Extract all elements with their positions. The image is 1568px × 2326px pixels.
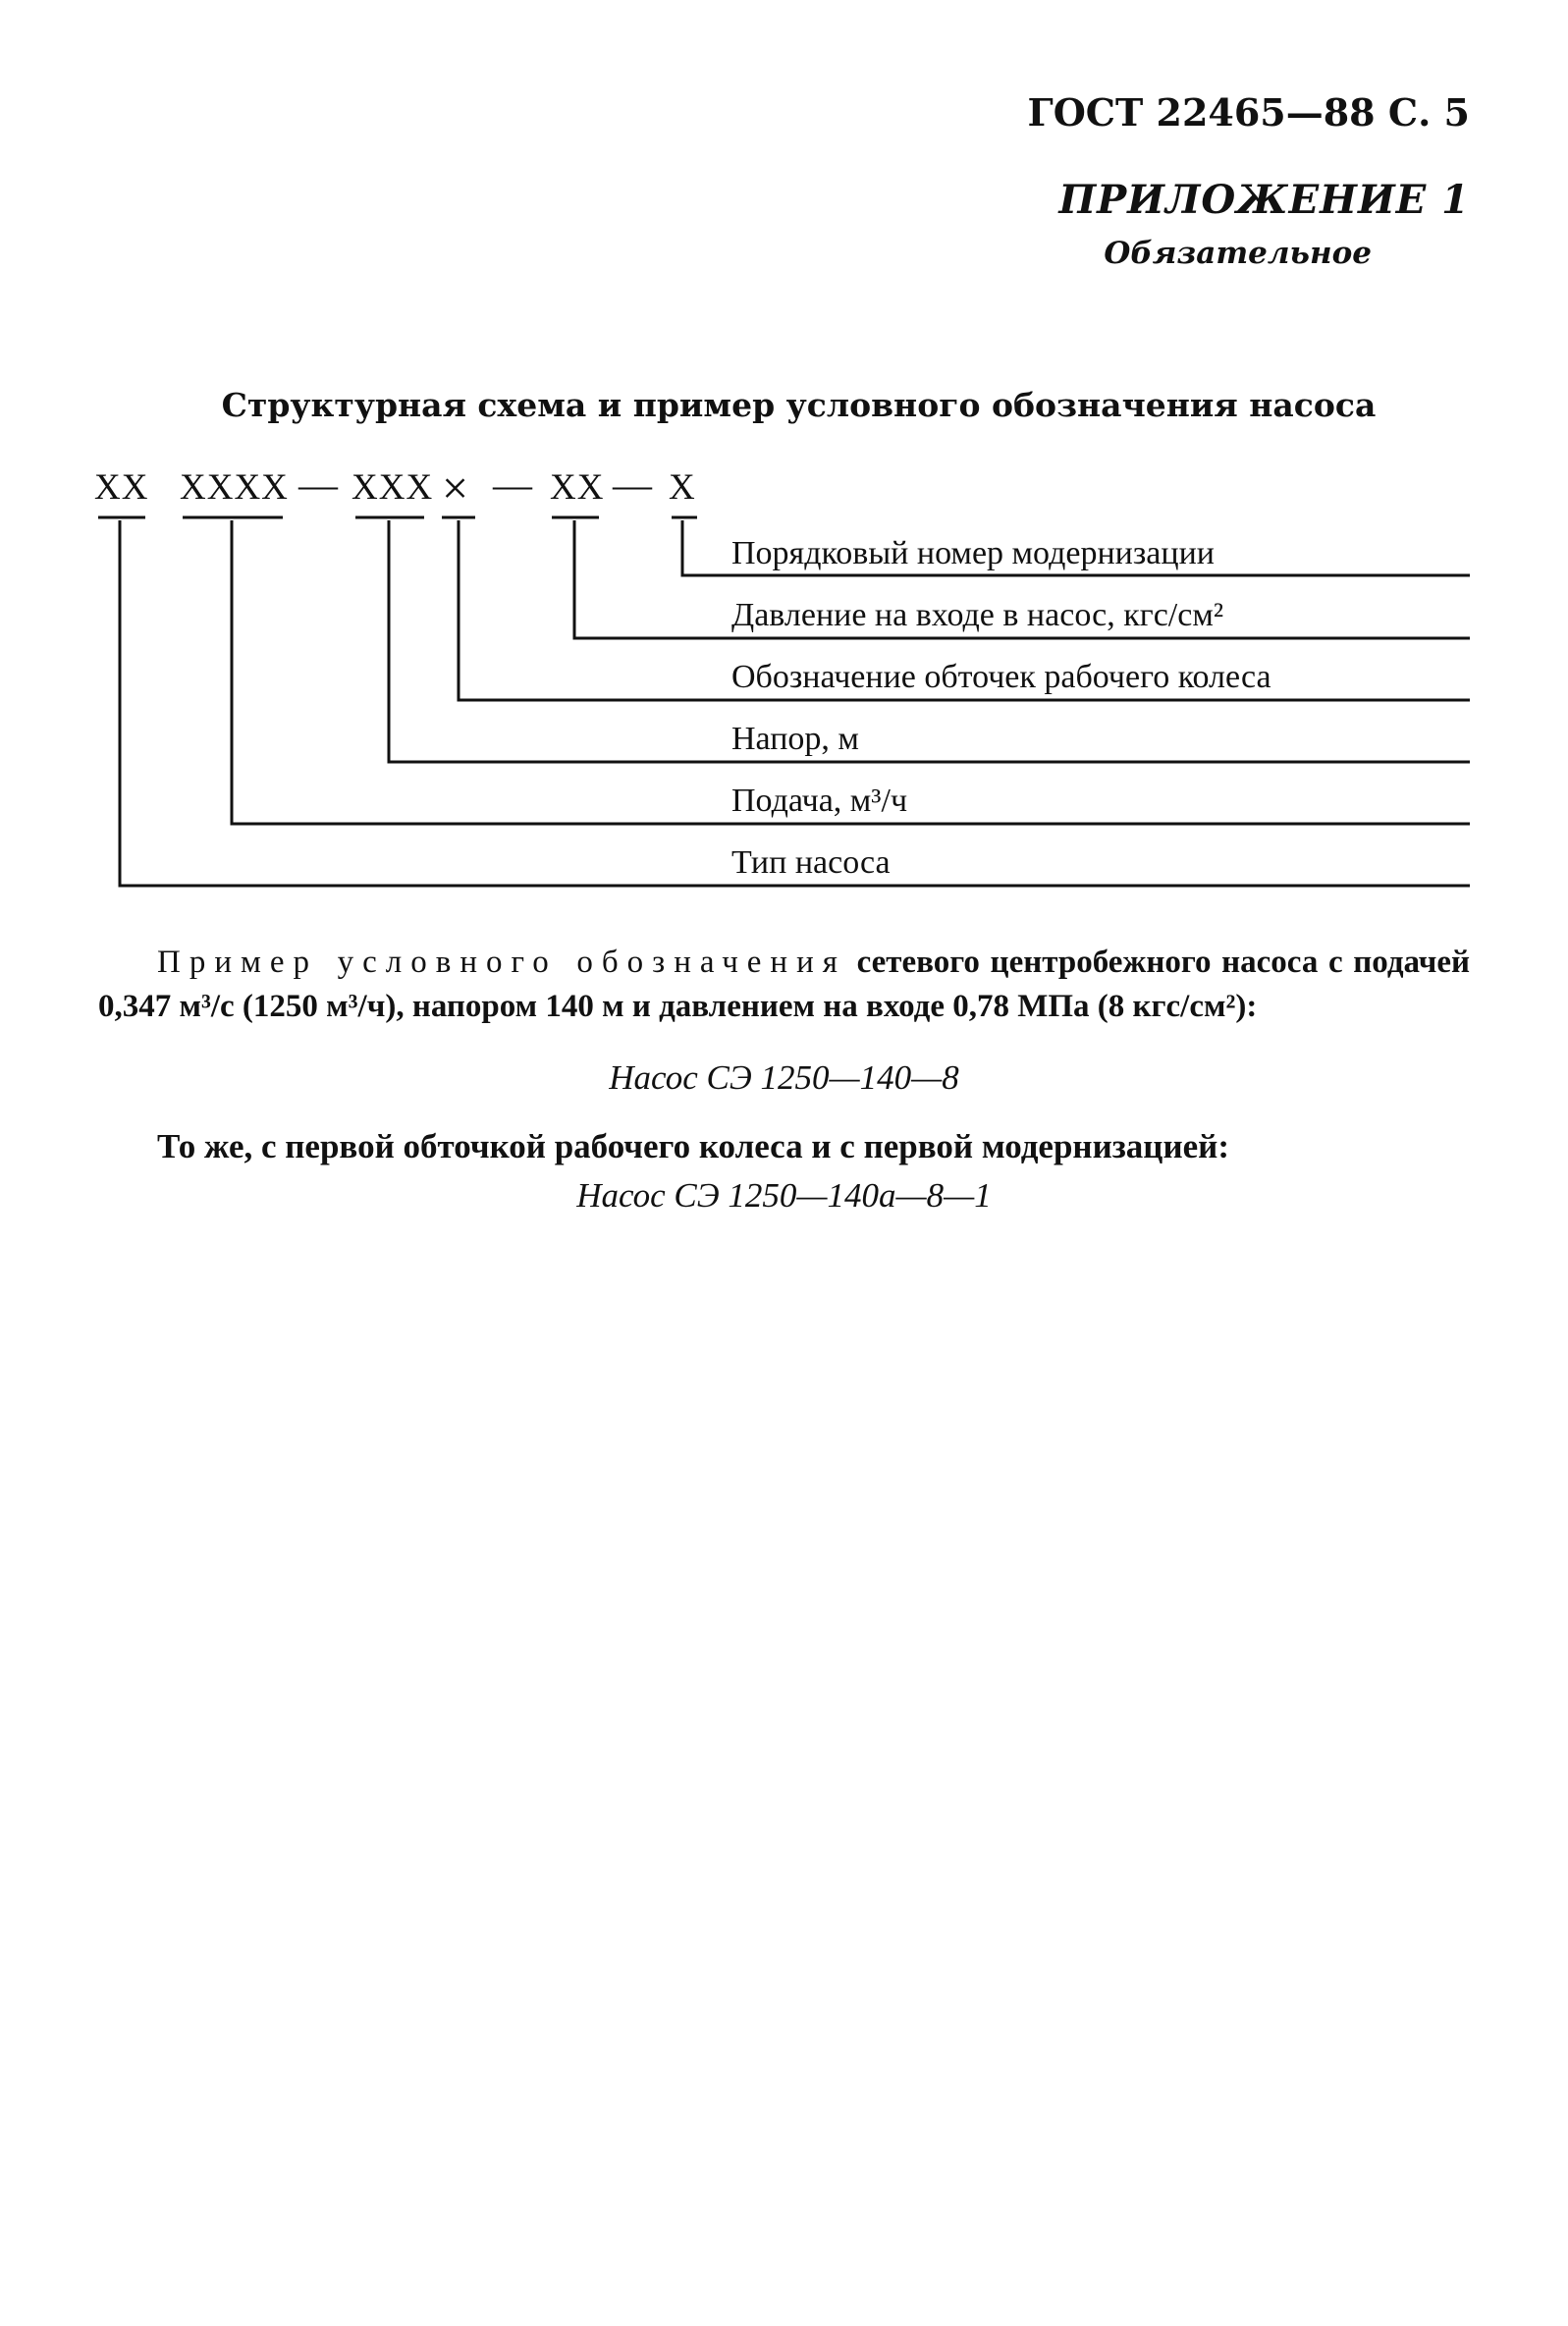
standard-header: ГОСТ 22465—88 С. 5 <box>1027 90 1470 135</box>
code-segment-trim: × <box>442 462 469 514</box>
appendix-status: Обязательное <box>1104 236 1372 271</box>
scheme-caption: Структурная схема и пример условного обозначения насоса <box>221 386 1377 424</box>
code-segment-pressure: XX <box>550 467 605 508</box>
appendix-title: ПРИЛОЖЕНИЕ 1 <box>1058 177 1470 223</box>
code-segment-type: XX <box>94 467 149 508</box>
example-designation-1: Насос СЭ 1250—140—8 <box>609 1058 959 1097</box>
code-dash-2: — <box>493 462 532 507</box>
code-dash-3: — <box>613 462 652 507</box>
label-inlet-pressure: Давление на входе в насос, кгс/см² <box>731 597 1224 633</box>
example-paragraph <box>98 941 1470 1029</box>
code-segment-flow: XXXX <box>180 467 289 508</box>
code-segment-head: XXX <box>351 467 434 508</box>
label-modernization-number: Порядковый номер модернизации <box>731 535 1215 571</box>
label-pump-type: Тип насоса <box>731 844 891 881</box>
label-impeller-trim: Обозначение обточек рабочего колеса <box>731 659 1271 695</box>
same-paragraph: То же, с первой обточкой рабочего колеса и с первой модернизацией: <box>157 1127 1229 1165</box>
example-description: сетевого центробежного насоса с подачей 0,347 м³/с (1250 м³/ч), напором 140 м и давлением на входе 0,78 МПа (8 кгс/см²): <box>98 945 1470 1024</box>
label-head: Напор, м <box>731 721 859 757</box>
code-dash-1: — <box>298 462 338 507</box>
example-designation-2: Насос СЭ 1250—140а—8—1 <box>576 1176 992 1215</box>
label-flow: Подача, м³/ч <box>731 783 908 819</box>
example-lead: Пример условного обозначения <box>157 945 846 980</box>
code-segment-modernization: X <box>669 467 696 508</box>
